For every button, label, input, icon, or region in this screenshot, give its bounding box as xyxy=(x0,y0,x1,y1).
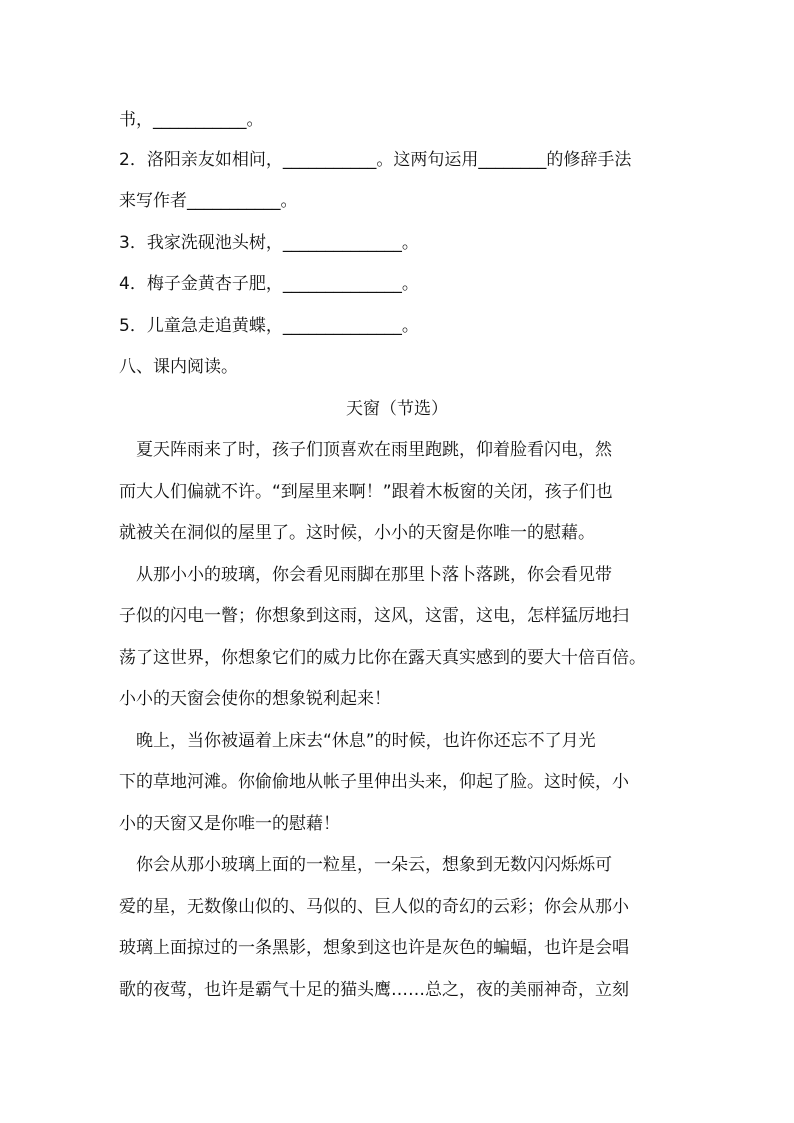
passage-line: 爱的星，无数像山似的、马似的、巨人似的奇幻的云彩；你会从那小 xyxy=(119,897,629,917)
passage-line: 小小的天窗会使你的想象锐利起来！ xyxy=(119,689,391,709)
passage-line: 而大人们偏就不许。“到屋里来啊！”跟着木板窗的关闭，孩子们也 xyxy=(119,482,613,502)
passage-line: 子似的闪电一瞥；你想象到这雨，这风，这雷，这电，怎样猛厉地扫 xyxy=(119,606,629,626)
section-heading: 八、课内阅读。 xyxy=(119,357,238,377)
passage-line: 夏天阵雨来了时，孩子们顶喜欢在雨里跑跳，仰着脸看闪电，然 xyxy=(119,440,612,460)
passage-line: 从那小小的玻璃，你会看见雨脚在那里卜落卜落跳，你会看见带 xyxy=(119,565,612,585)
passage-line: 晚上，当你被逼着上床去“休息”的时候，也许你还忘不了月光 xyxy=(119,731,596,751)
passage-line: 就被关在洞似的屋里了。这时候，小小的天窗是你唯一的慰藉。 xyxy=(119,523,595,543)
question-line-6: 5．儿童急走追黄蝶，______________。 xyxy=(119,316,419,336)
question-line-5: 4．梅子金黄杏子肥，______________。 xyxy=(119,274,419,294)
question-line-2: 2．洛阳亲友如相问，___________。这两句运用________的修辞手法 xyxy=(119,150,632,170)
passage-line: 玻璃上面掠过的一条黑影，想象到这也许是灰色的蝙蝠，也许是会唱 xyxy=(119,938,629,958)
passage-line: 歌的夜莺，也许是霸气十足的猫头鹰……总之，夜的美丽神奇，立刻 xyxy=(119,980,629,1000)
question-line-1: 书，___________。 xyxy=(119,110,264,130)
passage-title: 天窗（节选） xyxy=(346,399,448,419)
question-line-3: 来写作者___________。 xyxy=(119,191,298,211)
question-line-4: 3．我家洗砚池头树，______________。 xyxy=(119,233,419,253)
passage-line: 小的天窗又是你唯一的慰藉！ xyxy=(119,814,340,834)
passage-line: 荡了这世界，你想象它们的威力比你在露天真实感到的要大十倍百倍。 xyxy=(119,648,646,668)
passage-line: 你会从那小玻璃上面的一粒星，一朵云，想象到无数闪闪烁烁可 xyxy=(119,855,612,875)
passage-line: 下的草地河滩。你偷偷地从帐子里伸出头来，仰起了脸。这时候，小 xyxy=(119,772,629,792)
